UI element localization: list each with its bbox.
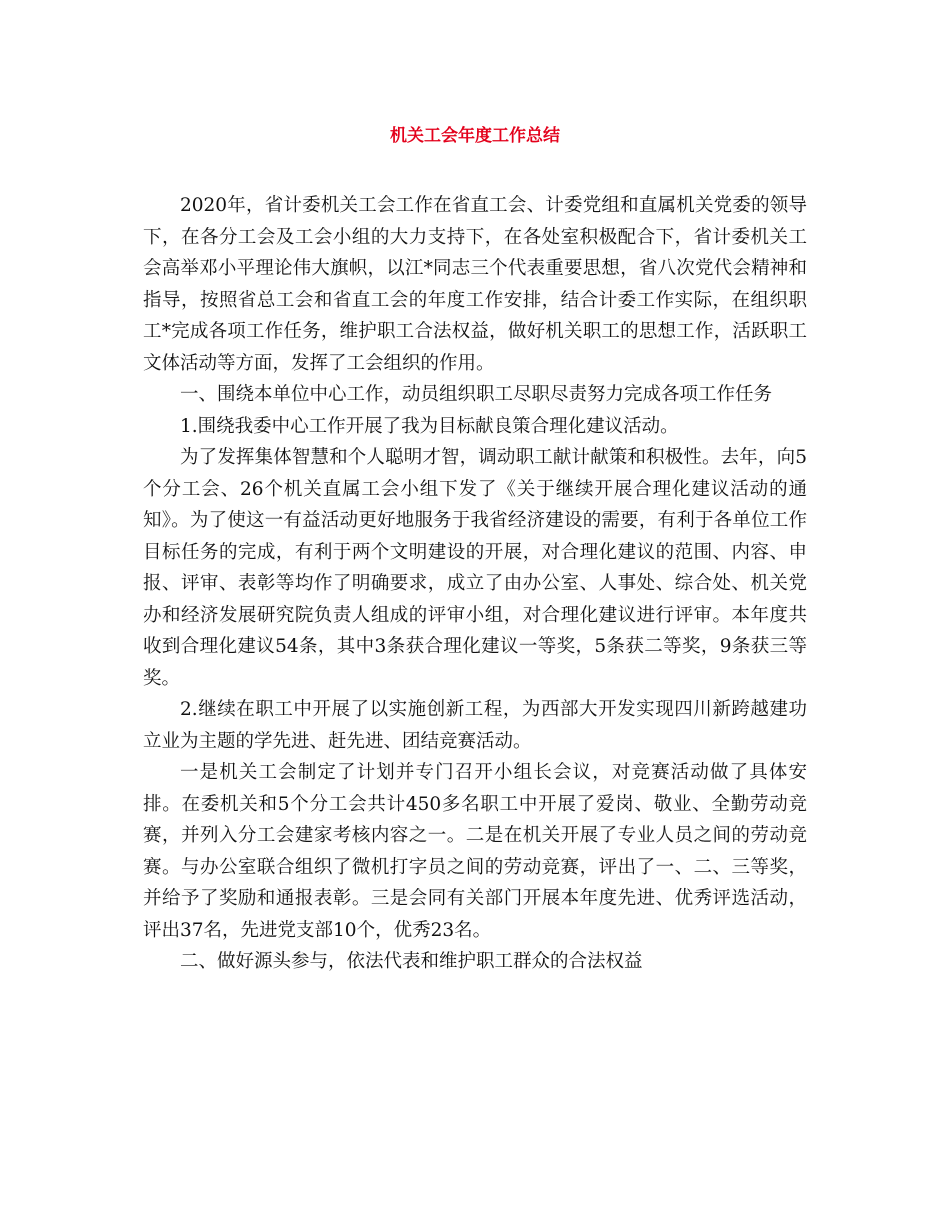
subsection-heading-1: 1.围绕我委中心工作开展了我为目标献良策合理化建议活动。 <box>180 415 679 437</box>
paragraph-competition: 一是机关工会制定了计划并专门召开小组长会议，对竞赛活动做了具体安排。在委机关和5个分工会共计450多名职工中开展了爱岗、敬业、全勤劳动竞赛，并列入分工会建家考核内容之一。二是在机关开展了专业人员之间的劳动竞赛。与办公室联合组织了微机打字员之间的劳动竞赛，评出了一、二、三等奖，并给予了奖励和通报表彰。三是会同有关部门开展本年度先进、优秀评选活动，评出37名，先进党支部10个，优秀23名。 <box>143 762 807 941</box>
document-body <box>143 190 807 978</box>
section-heading-2: 二、做好源头参与，依法代表和维护职工群众的合法权益 <box>180 951 643 972</box>
subsection-heading-2: 2.继续在职工中开展了以实施创新工程，为西部大开发实现四川新跨越建功立业为主题的学先进、赶先进、团结竞赛活动。 <box>143 699 807 752</box>
section-heading-1: 一、围绕本单位中心工作，动员组织职工尽职尽责努力完成各项工作任务 <box>180 384 773 405</box>
paragraph-suggestions: 为了发挥集体智慧和个人聪明才智，调动职工献计献策和积极性。去年，向5个分工会、26个机关直属工会小组下发了《关于继续开展合理化建议活动的通知》。为了使这一有益活动更好地服务于我省经济建设的需要，有利于各单位工作目标任务的完成，有利于两个文明建设的开展，对合理化建议的范围、内容、申报、评审、表彰等均作了明确要求，成立了由办公室、人事处、综合处、机关党办和经济发展研究院负责人组成的评审小组，对合理化建议进行评审。本年度共收到合理化建议54条，其中3条获合理化建议一等奖，5条获二等奖，9条获三等奖。 <box>143 447 807 689</box>
paragraph-intro: 2020年，省计委机关工会工作在省直工会、计委党组和直属机关党委的领导下，在各分工会及工会小组的大力支持下，在各处室积极配合下，省计委机关工会高举邓小平理论伟大旗帜，以江*同志三个代表重要思想，省八次党代会精神和指导，按照省总工会和省直工会的年度工作安排，结合计委工作实际，在组织职工*完成各项工作任务，维护职工合法权益，做好机关职工的思想工作，活跃职工文体活动等方面，发挥了工会组织的作用。 <box>143 195 807 374</box>
document-title: 机关工会年度工作总结 <box>390 126 560 146</box>
